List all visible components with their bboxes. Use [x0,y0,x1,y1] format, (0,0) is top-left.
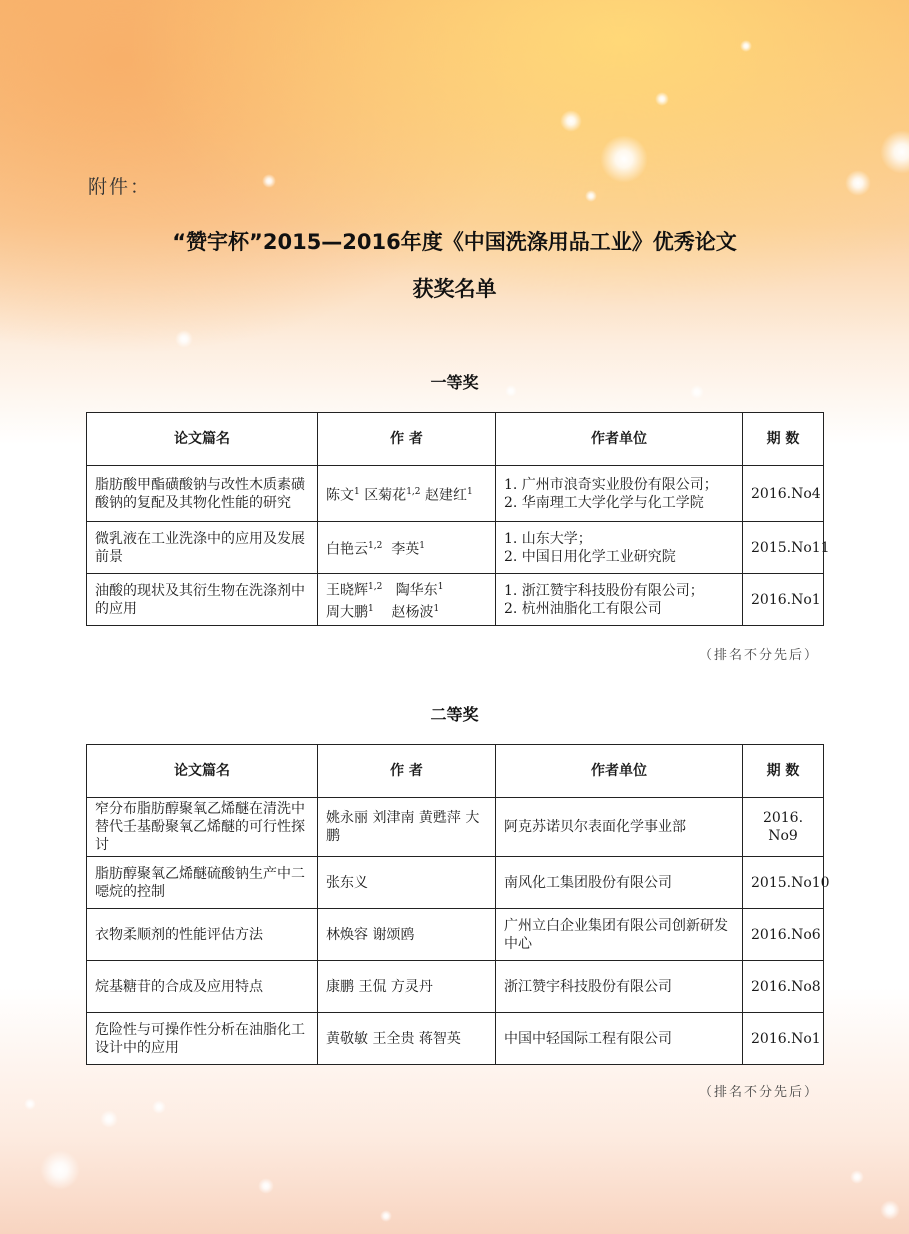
table-row [87,574,824,626]
document-title: “赞宇杯”2015—2016年度《中国洗涤用品工业》优秀论文 [172,230,737,254]
author-unit: 中国中轻国际工程有限公司 [496,1013,743,1065]
author-unit: 广州立白企业集团有限公司创新研发中心 [496,909,743,961]
second-prize-heading: 二等奖 [430,705,479,724]
second-prize-table [86,744,830,1065]
paper-title: 微乳液在工业洗涤中的应用及发展前景 [87,522,318,574]
second-prize-note: （排名不分先后） [698,1085,819,1100]
authors: 王晓辉$^{1,2}$ 陶华东$^1$ 周大鹏$^1$ 赵杨波$^1$ [318,574,496,626]
header-unit: 作者单位 [496,745,743,798]
paper-title: 衣物柔顺剂的性能评估方法 [87,909,318,961]
table-row [87,857,824,909]
header-unit: 作者单位 [496,413,743,466]
author-units: 1. 广州市浪奇实业股份有限公司； 2. 华南理工大学化学与化工学院 [496,466,743,522]
issue: 2016.No1 [743,574,824,626]
authors: 林焕容 谢颂鸥 [318,909,496,961]
document-subtitle: 获奖名单 [412,277,497,301]
table-row [87,1013,824,1065]
attachment-label: 附件： [88,176,152,198]
table-row [87,798,824,857]
header-issue: 期 数 [743,745,824,798]
authors: 张东义 [318,857,496,909]
authors: 陈文$^1$ 区菊花$^{1,2}$ 赵建红$^1$ [318,466,496,522]
author-unit: 南风化工集团股份有限公司 [496,857,743,909]
header-author: 作 者 [318,413,496,466]
header-author: 作 者 [318,745,496,798]
paper-title: 脂肪醇聚氧乙烯醚硫酸钠生产中二噁烷的控制 [87,857,318,909]
authors: 黄敬敏 王全贵 蒋智英 [318,1013,496,1065]
header-paper: 论文篇名 [87,413,318,466]
header-paper: 论文篇名 [87,745,318,798]
issue: 2016.No4 [743,466,824,522]
issue: 2016.No6 [743,909,824,961]
issue: 2016.No1 [743,1013,824,1065]
table-row [87,466,824,522]
author-units: 1. 山东大学； 2. 中国日用化学工业研究院 [496,522,743,574]
authors: 姚永丽 刘津南 黄甦萍 大鹏 [318,798,496,857]
table-header-row [87,413,824,466]
author-unit: 浙江赞宇科技股份有限公司 [496,961,743,1013]
author-unit: 阿克苏诺贝尔表面化学事业部 [496,798,743,857]
issue: 2015.No10 [743,857,824,909]
table-row [87,961,824,1013]
first-prize-heading: 一等奖 [430,373,479,392]
table-header-row [87,745,824,798]
paper-title: 窄分布脂肪醇聚氧乙烯醚在清洗中替代壬基酚聚氧乙烯醚的可行性探讨 [87,798,318,857]
header-issue: 期 数 [743,413,824,466]
table-row [87,909,824,961]
author-units: 1. 浙江赞宇科技股份有限公司； 2. 杭州油脂化工有限公司 [496,574,743,626]
paper-title: 脂肪酸甲酯磺酸钠与改性木质素磺酸钠的复配及其物化性能的研究 [87,466,318,522]
paper-title: 危险性与可操作性分析在油脂化工设计中的应用 [87,1013,318,1065]
paper-title: 油酸的现状及其衍生物在洗涤剂中的应用 [87,574,318,626]
first-prize-table [86,412,830,626]
authors: 白艳云$^{1,2}$ 李英$^1$ [318,522,496,574]
authors: 康鹏 王侃 方灵丹 [318,961,496,1013]
issue: 2016. No9 [743,798,824,857]
first-prize-note: （排名不分先后） [698,648,819,663]
issue: 2016.No8 [743,961,824,1013]
table-row [87,522,824,574]
issue: 2015.No11 [743,522,824,574]
paper-title: 烷基糖苷的合成及应用特点 [87,961,318,1013]
